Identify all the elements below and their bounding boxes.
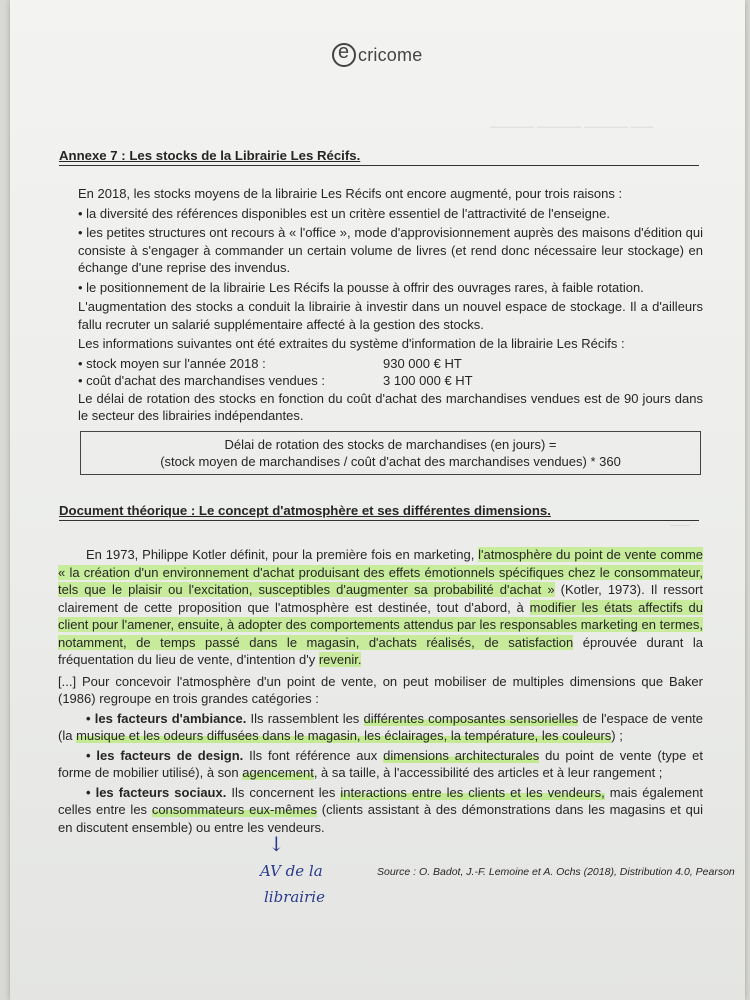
annexe-bullet: • les petites structures ont recours à « l'office », mode d'approvisionnement auprès des maisons d'édition qui consiste à s'engager à commander un certain volume de livres (et rend donc nécessaire leur stockage) en échange d'une reprise des invendus. <box>78 224 703 277</box>
figure-row <box>78 355 703 373</box>
bleed-through-text: ———— ———— ———— —— <box>490 121 654 133</box>
annexe-para3: Les informations suivantes ont été extraites du système d'information de la librairie Les Récifs : <box>78 336 625 351</box>
figure-label: • coût d'achat des marchandises vendues : <box>78 372 383 390</box>
factor-ambiance: • les facteurs d'ambiance. Ils rassemblent les différentes composantes sensorielles de l'espace de vente (la musique et les odeurs diffusées dans le magasin, les éclairages, la température, les couleurs) ; <box>58 710 704 743</box>
document-page <box>10 0 745 1000</box>
figure-value: 930 000 € HT <box>383 355 462 371</box>
figure-label: • stock moyen sur l'année 2018 : <box>78 355 383 373</box>
figure-row <box>78 372 703 390</box>
annexe-para4: Le délai de rotation des stocks en fonction du coût d'achat des marchandises vendues est de 90 jours dans le secteur des librairies indépendantes. <box>78 390 703 423</box>
annexe-para2: L'augmentation des stocks a conduit la librairie à investir dans un nouvel espace de stockage. Il a d'ailleurs fallu recruter un salarié supplémentaire affecté à la gestion des stocks. <box>78 299 703 332</box>
doc-body <box>58 546 703 838</box>
annexe-intro: En 2018, les stocks moyens de la librairie Les Récifs ont encore augmenté, pour trois raisons : <box>78 186 623 201</box>
handwritten-note-line1: AV de la <box>260 862 323 880</box>
source-citation: Source : O. Badot, J.-F. Lemoine et A. Ochs (2018), Distribution 4.0, Pearson <box>377 866 735 878</box>
annexe-body <box>78 185 703 427</box>
doc-title: Document théorique : Le concept d'atmosphère et ses différentes dimensions. <box>59 503 699 521</box>
ecricome-logo <box>332 38 422 72</box>
bleed-through-text: —— <box>670 520 690 531</box>
factor-design: • les facteurs de design. Ils font référence aux dimensions architecturales du point de vente (type et forme de mobilier utilisé), à son agencement, à sa taille, à l'accessibilité des articles et à leur rangement ; <box>58 747 703 780</box>
formula-line: (stock moyen de marchandises / coût d'achat des marchandises vendues) * 360 <box>160 454 621 469</box>
ecricome-logo-icon <box>332 43 356 67</box>
annexe-title: Annexe 7 : Les stocks de la Librairie Les Récifs. <box>59 148 699 166</box>
formula-box <box>80 431 701 475</box>
annexe-bullet: • le positionnement de la librairie Les Récifs la pousse à offrir des ouvrages rares, à faible rotation. <box>78 279 703 297</box>
handwritten-note-line2: librairie <box>264 888 325 906</box>
doc-paragraph-1: En 1973, Philippe Kotler définit, pour la première fois en marketing, l'atmosphère du point de vente comme « la création d'un environnement d'achat produisant des effets émotionnels spécifiques chez le consommateur, tels que le plaisir ou l'excitation, susceptibles d'augmenter sa probabilité d'achat » (Kotler, 1973). Il ressort clairement de cette proposition que l'atmosphère est destinée, tout d'abord, à modifier les états affectifs du client pour l'amener, ensuite, à adopter des comportements attendus par les responsables marketing en termes, notamment, de temps passé dans le magasin, d'achats réalisés, de satisfaction éprouvée durant la fréquentation du lieu de vente, d'intention d'y revenir. <box>58 547 703 667</box>
formula-line: Délai de rotation des stocks de marchandises (en jours) = <box>224 437 557 452</box>
factor-sociaux: • les facteurs sociaux. Ils concernent les interactions entre les clients et les vendeurs, mais également celles entre les consommateurs eux-mêmes (clients assistant à des démonstrations dans les magasins et qui en discutent ensemble) ou entre les vendeurs. <box>58 784 703 835</box>
handwritten-arrow-icon: ↓ <box>268 832 285 856</box>
figure-value: 3 100 000 € HT <box>383 373 473 388</box>
logo-text: cricome <box>358 44 423 65</box>
doc-paragraph-2: [...] Pour concevoir l'atmosphère d'un point de vente, on peut mobiliser de multiples dimensions que Baker (1986) regroupe en trois grandes catégories : <box>58 673 703 706</box>
annexe-bullet: • la diversité des références disponibles est un critère essentiel de l'attractivité de l'enseigne. <box>78 205 703 223</box>
